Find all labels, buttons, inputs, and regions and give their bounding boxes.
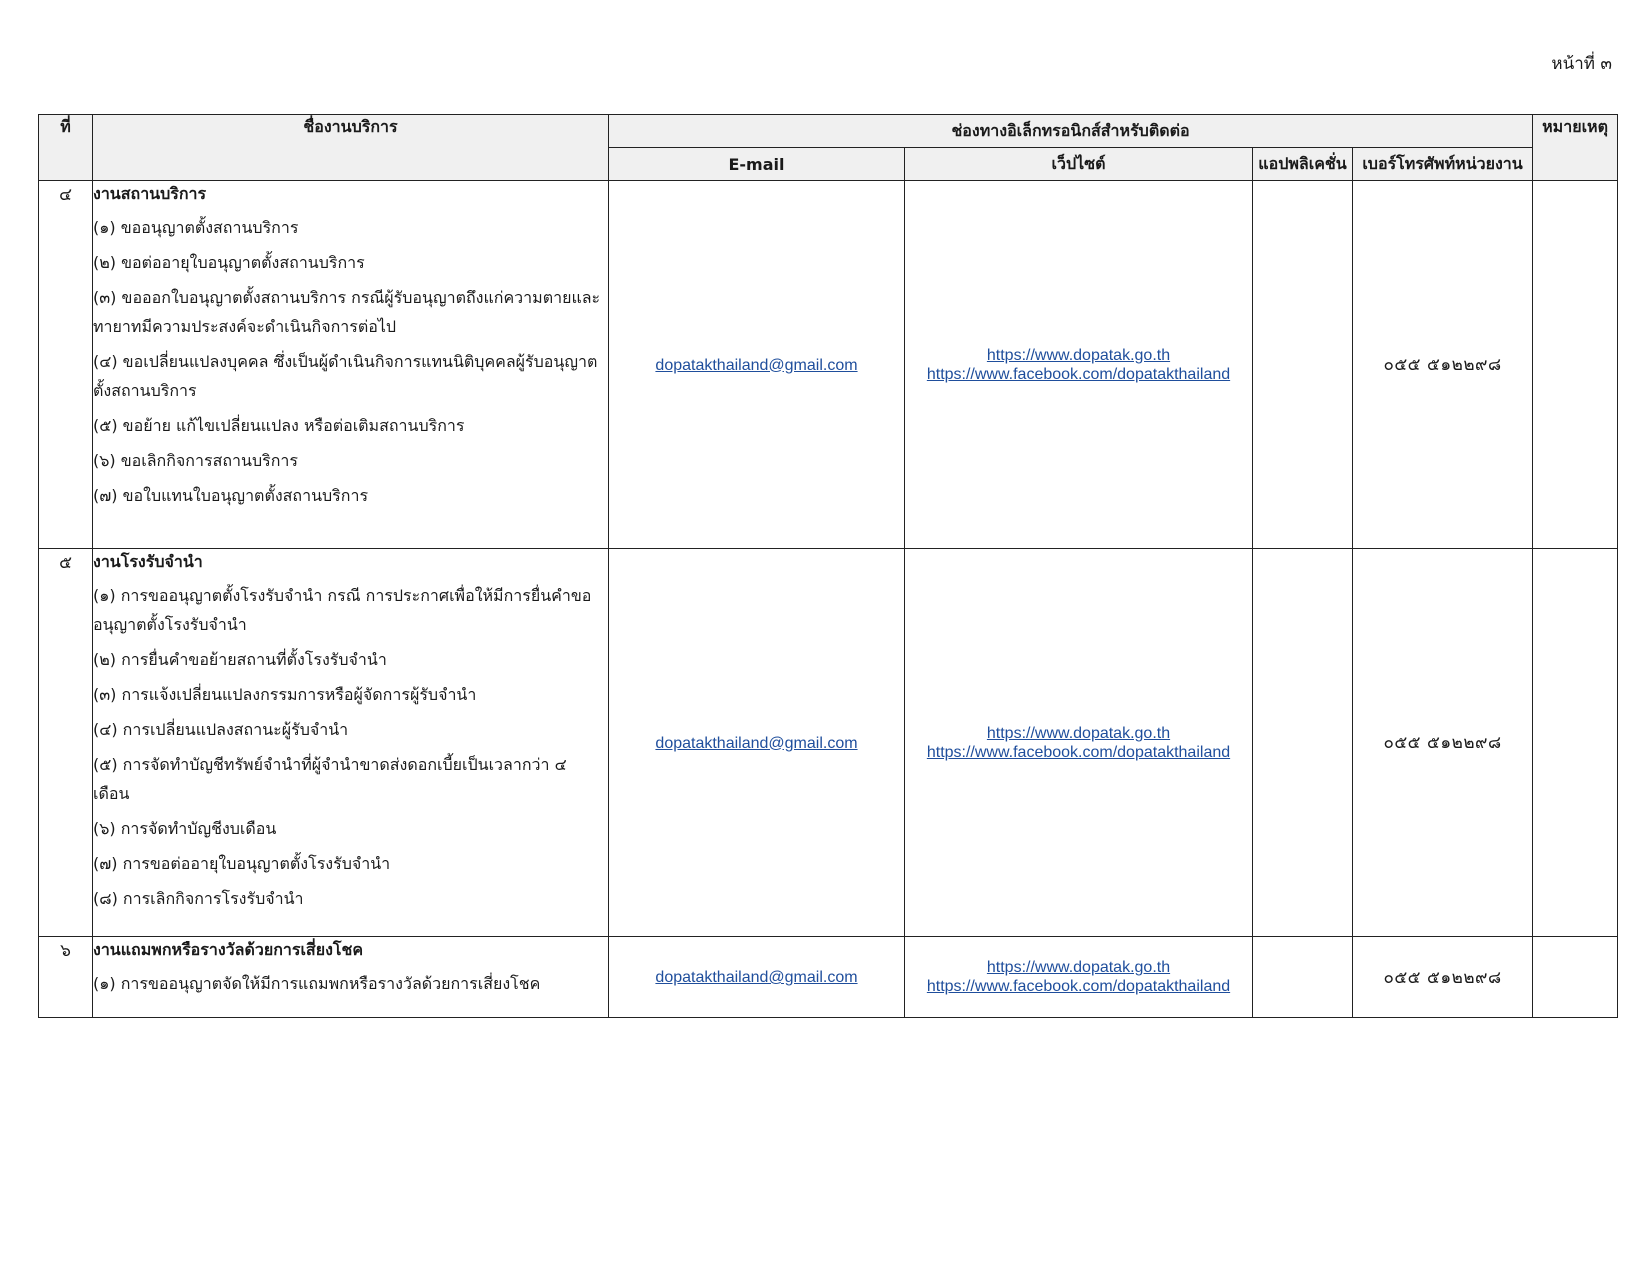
app-cell	[1253, 549, 1353, 937]
service-item: (๖) ขอเลิกกิจการสถานบริการ	[93, 451, 298, 470]
service-cell	[93, 181, 609, 549]
website-cell	[905, 937, 1253, 1018]
email-link[interactable]: dopatakthailand@gmail.com	[655, 356, 858, 374]
header-service: ชื่องานบริการ	[93, 115, 609, 181]
phone-cell: ๐๕๕ ๕๑๒๒๙๘	[1353, 549, 1533, 937]
header-row-top	[39, 115, 1618, 148]
table-row	[39, 549, 1618, 937]
remark-cell	[1533, 181, 1618, 549]
phone-cell: ๐๕๕ ๕๑๒๒๙๘	[1353, 937, 1533, 1018]
facebook-link[interactable]: https://www.facebook.com/dopatakthailand	[926, 743, 1231, 761]
header-phone: เบอร์โทรศัพท์หน่วยงาน	[1353, 148, 1533, 181]
email-cell	[609, 549, 905, 937]
service-item: (๔) ขอเปลี่ยนแปลงบุคคล ซึ่งเป็นผู้ดำเนินกิจการแทนนิติบุคคลผู้รับอนุญาตตั้งสถานบริการ	[93, 352, 598, 400]
remark-cell	[1533, 549, 1618, 937]
service-item: (๒) การยื่นคำขอย้ายสถานที่ตั้งโรงรับจำนำ	[93, 650, 387, 669]
website-link[interactable]: https://www.dopatak.go.th	[986, 724, 1171, 742]
page-number: หน้าที่ ๓	[1551, 54, 1612, 74]
email-link[interactable]: dopatakthailand@gmail.com	[655, 969, 858, 986]
header-email: E-mail	[609, 148, 905, 181]
facebook-link[interactable]: https://www.facebook.com/dopatakthailand	[926, 978, 1231, 995]
service-item: (๖) การจัดทำบัญชีงบเดือน	[93, 819, 277, 838]
header-remark: หมายเหตุ	[1533, 115, 1618, 181]
service-item: (๗) ขอใบแทนใบอนุญาตตั้งสถานบริการ	[93, 486, 369, 505]
service-title: งานแถมพกหรือรางวัลด้วยการเสี่ยงโชค	[93, 940, 364, 959]
service-title: งานโรงรับจำนำ	[93, 552, 203, 571]
header-no: ที่	[39, 115, 93, 181]
row-number: ๖	[39, 937, 93, 1018]
header-website: เว็ปไซต์	[905, 148, 1253, 181]
email-link[interactable]: dopatakthailand@gmail.com	[655, 734, 858, 752]
service-item: (๕) ขอย้าย แก้ไขเปลี่ยนแปลง หรือต่อเติมสถานบริการ	[93, 416, 465, 435]
services-table	[38, 114, 1618, 1018]
app-cell	[1253, 181, 1353, 549]
website-link[interactable]: https://www.dopatak.go.th	[986, 346, 1171, 364]
service-item: (๑) การขออนุญาตจัดให้มีการแถมพกหรือรางวัลด้วยการเสี่ยงโชค	[93, 974, 541, 993]
service-cell	[93, 937, 609, 1018]
service-item: (๕) การจัดทำบัญชีทรัพย์จำนำที่ผู้จำนำขาดส่งดอกเบี้ยเป็นเวลากว่า ๔ เดือน	[93, 755, 567, 803]
header-channels: ช่องทางอิเล็กทรอนิกส์สำหรับติดต่อ	[609, 115, 1533, 148]
service-item: (๔) การเปลี่ยนแปลงสถานะผู้รับจำนำ	[93, 720, 349, 739]
email-cell	[609, 937, 905, 1018]
row-number: ๕	[39, 549, 93, 937]
facebook-link[interactable]: https://www.facebook.com/dopatakthailand	[926, 365, 1231, 383]
service-item: (๑) การขออนุญาตตั้งโรงรับจำนำ กรณี การประกาศเพื่อให้มีการยื่นคำขออนุญาตตั้งโรงรับจำนำ	[93, 586, 592, 634]
row-number: ๔	[39, 181, 93, 549]
service-item: (๑) ขออนุญาตตั้งสถานบริการ	[93, 218, 299, 237]
table-row	[39, 181, 1618, 549]
app-cell	[1253, 937, 1353, 1018]
header-app: แอปพลิเคชั่น	[1253, 148, 1353, 181]
service-item: (๓) ขอออกใบอนุญาตตั้งสถานบริการ กรณีผู้รับอนุญาตถึงแก่ความตายและทายาทมีความประสงค์จะดำเนินกิจการต่อไป	[93, 288, 601, 336]
service-item: (๘) การเลิกกิจการโรงรับจำนำ	[93, 889, 304, 908]
phone-cell: ๐๕๕ ๕๑๒๒๙๘	[1353, 181, 1533, 549]
service-item: (๒) ขอต่ออายุใบอนุญาตตั้งสถานบริการ	[93, 253, 365, 272]
website-link[interactable]: https://www.dopatak.go.th	[986, 959, 1171, 976]
service-item: (๗) การขอต่ออายุใบอนุญาตตั้งโรงรับจำนำ	[93, 854, 391, 873]
service-cell	[93, 549, 609, 937]
table-row	[39, 937, 1618, 1018]
website-cell	[905, 181, 1253, 549]
remark-cell	[1533, 937, 1618, 1018]
email-cell	[609, 181, 905, 549]
service-title: งานสถานบริการ	[93, 184, 207, 203]
service-item: (๓) การแจ้งเปลี่ยนแปลงกรรมการหรือผู้จัดการผู้รับจำนำ	[93, 685, 477, 704]
website-cell	[905, 549, 1253, 937]
